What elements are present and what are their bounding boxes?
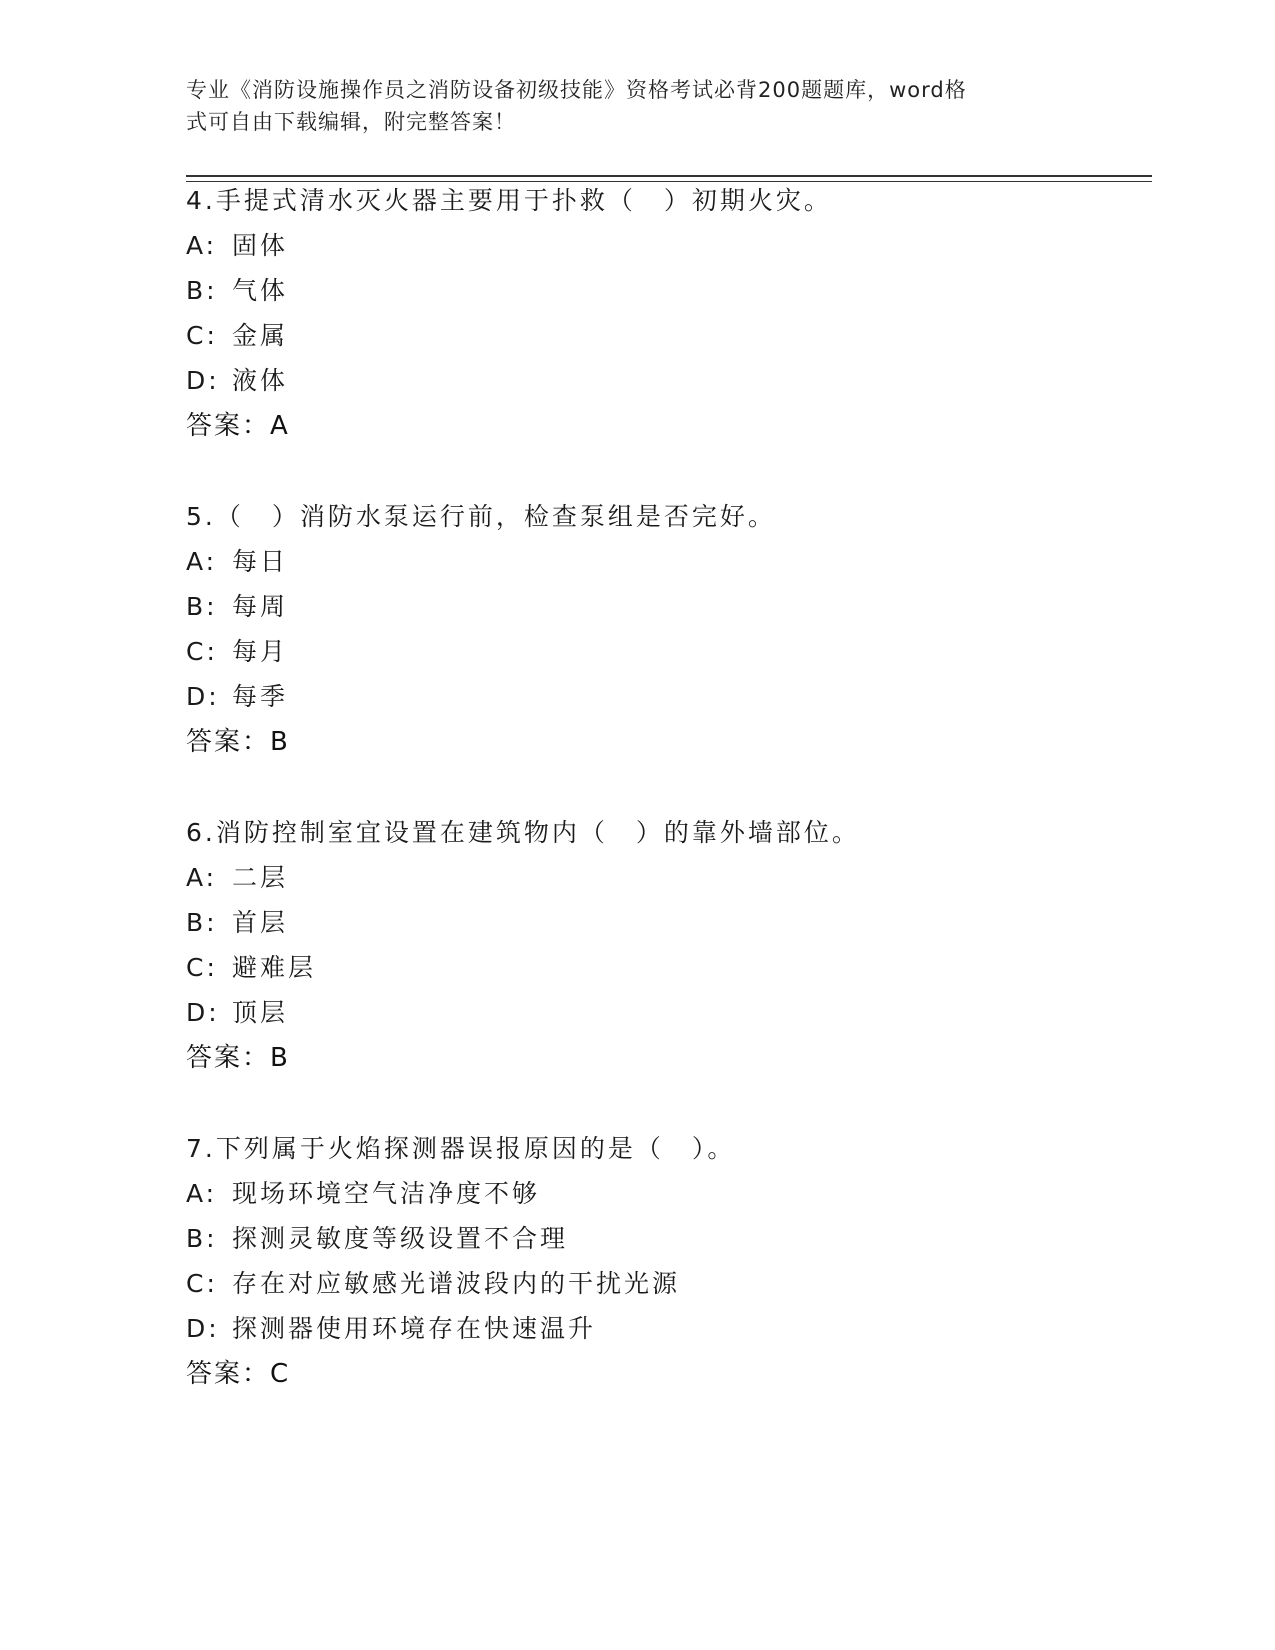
- option-d: [186, 682, 1146, 727]
- option-c: [186, 637, 1146, 682]
- question-text: 6.消防控制室宜设置在建筑物内（ ）的靠外墙部位。: [186, 818, 860, 847]
- answer-line: 答案：B: [186, 1043, 290, 1073]
- option-text: 避难层: [232, 953, 317, 982]
- option-key: C:: [186, 1269, 218, 1298]
- option-text: 固体: [232, 231, 289, 260]
- option-d: [186, 366, 1146, 411]
- option-text: 探测器使用环境存在快速温升: [232, 1314, 597, 1343]
- option-key: B:: [186, 592, 218, 621]
- option-key: B:: [186, 908, 218, 937]
- option-d: [186, 1314, 1146, 1359]
- header-divider-thick: [186, 175, 1152, 177]
- option-key: B:: [186, 1224, 218, 1253]
- option-text: 每周: [232, 592, 289, 621]
- header-divider-thin: [186, 181, 1152, 182]
- option-text: 每月: [232, 637, 289, 666]
- option-text: 顶层: [232, 998, 289, 1027]
- option-b: [186, 908, 1146, 953]
- option-a: [186, 1179, 1146, 1224]
- option-key: A:: [186, 863, 218, 892]
- option-text: 探测灵敏度等级设置不合理: [232, 1224, 569, 1253]
- answer-line: 答案：A: [186, 411, 290, 441]
- option-key: D:: [186, 366, 220, 395]
- option-text: 首层: [232, 908, 289, 937]
- option-c: [186, 1269, 1146, 1314]
- option-b: [186, 276, 1146, 321]
- question-text: 7.下列属于火焰探测器误报原因的是（ ）。: [186, 1134, 736, 1163]
- option-b: [186, 592, 1146, 637]
- answer-line: 答案：C: [186, 1359, 291, 1389]
- option-text: 每日: [232, 547, 289, 576]
- question-block: [186, 818, 1146, 1073]
- option-key: C:: [186, 953, 218, 982]
- option-b: [186, 1224, 1146, 1269]
- question-text: 5.（ ）消防水泵运行前，检查泵组是否完好。: [186, 502, 776, 531]
- option-d: [186, 998, 1146, 1043]
- option-text: 气体: [232, 276, 289, 305]
- option-c: [186, 953, 1146, 998]
- option-text: 二层: [232, 863, 289, 892]
- option-key: A:: [186, 231, 218, 260]
- option-key: A:: [186, 1179, 218, 1208]
- option-key: C:: [186, 321, 218, 350]
- option-text: 金属: [232, 321, 289, 350]
- option-key: C:: [186, 637, 218, 666]
- question-text: 4.手提式清水灭火器主要用于扑救（ ）初期火灾。: [186, 186, 832, 215]
- question-block: [186, 1134, 1146, 1389]
- option-a: [186, 547, 1146, 592]
- option-key: B:: [186, 276, 218, 305]
- option-key: D:: [186, 682, 220, 711]
- option-text: 每季: [232, 682, 289, 711]
- option-a: [186, 231, 1146, 276]
- option-text: 现场环境空气洁净度不够: [232, 1179, 541, 1208]
- header-line-2: 式可自由下载编辑，附完整答案！: [186, 110, 516, 134]
- question-block: [186, 186, 1146, 441]
- option-key: A:: [186, 547, 218, 576]
- header-line-1: 专业《消防设施操作员之消防设备初级技能》资格考试必背200题题库，word格: [186, 78, 967, 102]
- option-key: D:: [186, 1314, 220, 1343]
- question-block: [186, 502, 1146, 757]
- option-text: 液体: [232, 366, 289, 395]
- option-c: [186, 321, 1146, 366]
- option-key: D:: [186, 998, 220, 1027]
- option-a: [186, 863, 1146, 908]
- answer-line: 答案：B: [186, 727, 290, 757]
- option-text: 存在对应敏感光谱波段内的干扰光源: [232, 1269, 681, 1298]
- document-header: [186, 74, 1066, 138]
